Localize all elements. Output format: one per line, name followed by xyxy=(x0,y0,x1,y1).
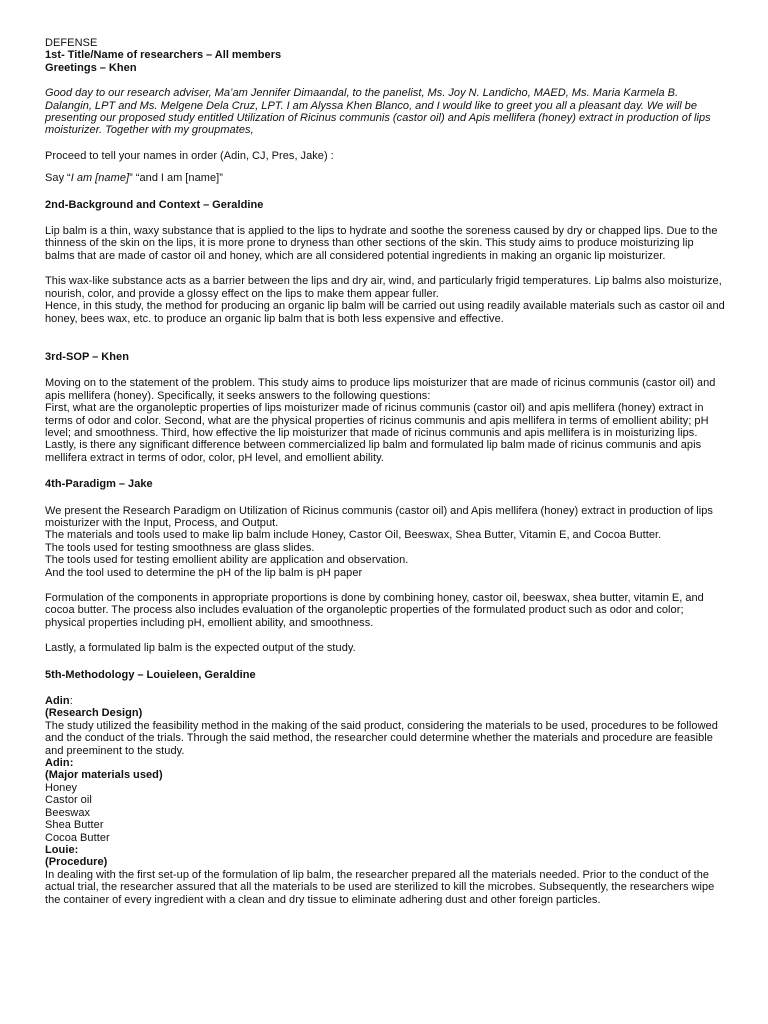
speaker-adin-1 xyxy=(45,695,725,707)
greeting-paragraph: Good day to our research adviser, Ma’am Jennifer Dimaandal, to the panelist, Ms. Joy N. Landicho, MAED, Ms. Maria Karmela B. Dalangin, LPT and Ms. Melgene Dela Cruz, LPT. I am Alyssa Khen Blanco, and I would like to greet you all a pleasant day. We will be presenting our proposed study entitled Utilization of Ricinus communis (castor oil) and Apis mellifera (honey) extract in production of lips moisturizer. Together with my groupmates, xyxy=(45,87,711,137)
speaker-colon: : xyxy=(69,757,74,770)
speaker-name: Adin xyxy=(45,695,70,708)
say-prefix: Say “ xyxy=(45,172,71,185)
section-1-subheading: Greetings – Khen xyxy=(45,61,137,74)
section-3-heading: 3rd-SOP – Khen xyxy=(45,350,129,363)
research-design-paragraph: The study utilized the feasibility method in the making of the said product, considering the materials to be used, procedures to be followed and the conduct of the trials. Through the said method, the researcher could determine whether the materials and procedure are feasible and preeminent to the study. xyxy=(45,719,718,757)
section-5-heading: 5th-Methodology – Louieleen, Geraldine xyxy=(45,668,256,681)
say-suffix: ” xyxy=(219,172,224,185)
material-item: Castor oil xyxy=(45,794,92,807)
material-item: Beeswax xyxy=(45,806,91,819)
procedure-paragraph: In dealing with the first set-up of the formulation of lip balm, the researcher prepared all the materials needed. Prior to the conduct of the actual trial, the researcher assured that all the materials to be used are sterilized to kill the microbes. Subsequently, the researchers wipe the container of every ingredient with a clean and dry tissue to eliminate adhering dust and other foreign particles. xyxy=(45,868,715,906)
say-middle: ” “and I am [name] xyxy=(129,172,220,185)
background-paragraph-1: Lip balm is a thin, waxy substance that is applied to the lips to hydrate and soothe the soreness caused by dry or chapped lips. Due to the thinness of the skin on the lips, it is more prone to dryness than other sections of the skin. This study aims to produce moisturizing lip balms that are made of castor oil and honey, which are all considered potential ingredients in making an organic lip moisturizer. xyxy=(45,225,718,262)
section-1-heading: 1st- Title/Name of researchers – All members xyxy=(45,49,282,62)
background-paragraph-2: This wax-like substance acts as a barrier between the lips and dry air, wind, and particularly frigid temperatures. Lip balms also moisturize, nourish, color, and provide a glossy effect on the lips to make them appear fuller. xyxy=(45,275,722,300)
document-title: DEFENSE xyxy=(45,37,98,49)
paradigm-paragraph-3: The tools used for testing smoothness are glass slides. xyxy=(45,541,315,554)
section-4-heading: 4th-Paradigm – Jake xyxy=(45,478,153,491)
material-item: Shea Butter xyxy=(45,819,104,832)
paradigm-paragraph-7: Lastly, a formulated lip balm is the expected output of the study. xyxy=(45,642,356,655)
proceed-instruction: Proceed to tell your names in order (Adin, CJ, Pres, Jake) : xyxy=(45,149,334,162)
section-2-heading: 2nd-Background and Context – Geraldine xyxy=(45,198,264,211)
speaker-adin-2 xyxy=(45,757,725,769)
material-item: Cocoa Butter xyxy=(45,831,110,844)
say-name-1: I am [name] xyxy=(70,172,130,185)
paradigm-paragraph-4: The tools used for testing emollient ability are application and observation. xyxy=(45,554,409,567)
procedure-label: (Procedure) xyxy=(45,856,108,869)
background-paragraph-3: Hence, in this study, the method for producing an organic lip balm will be carried out using readily available materials such as castor oil and honey, bees wax, etc. to produce an organic lip balm that is both less expensive and effective. xyxy=(45,300,725,325)
sop-paragraph-1: Moving on to the statement of the problem. This study aims to produce lips moisturizer that are made of ricinus communis (castor oil) and apis mellifera (honey). Specifically, it seeks answers to the following questions: xyxy=(45,377,716,402)
document xyxy=(45,37,725,906)
speaker-colon: : xyxy=(69,695,73,708)
research-design-label: (Research Design) xyxy=(45,707,143,720)
speaker-name: Adin xyxy=(45,757,70,770)
materials-label: (Major materials used) xyxy=(45,769,163,782)
say-instruction xyxy=(45,172,725,184)
sop-paragraph-2: First, what are the organoleptic properties of lips moisturizer made of ricinus communis (castor oil) and apis mellifera (honey) extract in terms of odor and color. Second, what are the physical properties of ricinus communis and apis mellifera in terms of emollient ability; pH level; and smoothness. Third, how effective the lip moisturizer that made of ricinus communis and apis mellifera is in moisturizing lips. Lastly, is there any significant difference between commercialized lip balm and formulated lip balm made of ricinus communis and apis mellifera extract in terms of odor, color, pH level, and emollient ability. xyxy=(45,402,709,464)
paradigm-paragraph-5: And the tool used to determine the pH of the lip balm is pH paper xyxy=(45,566,363,579)
speaker-louie: Louie: xyxy=(45,843,79,856)
paradigm-paragraph-2: The materials and tools used to make lip balm include Honey, Castor Oil, Beeswax, Shea Butter, Vitamin E, and Cocoa Butter. xyxy=(45,529,662,542)
material-item: Honey xyxy=(45,781,78,794)
paradigm-paragraph-6: Formulation of the components in appropriate proportions is done by combining honey, castor oil, beeswax, shea butter, vitamin E, and cocoa butter. The process also includes evaluation of the organoleptic properties of the formulated product such as odor and color; physical properties including pH, emollient ability, and smoothness. xyxy=(45,592,704,629)
paradigm-paragraph-1: We present the Research Paradigm on Utilization of Ricinus communis (castor oil) and Apis mellifera (honey) extract in production of lips moisturizer with the Input, Process, and Output. xyxy=(45,504,713,529)
